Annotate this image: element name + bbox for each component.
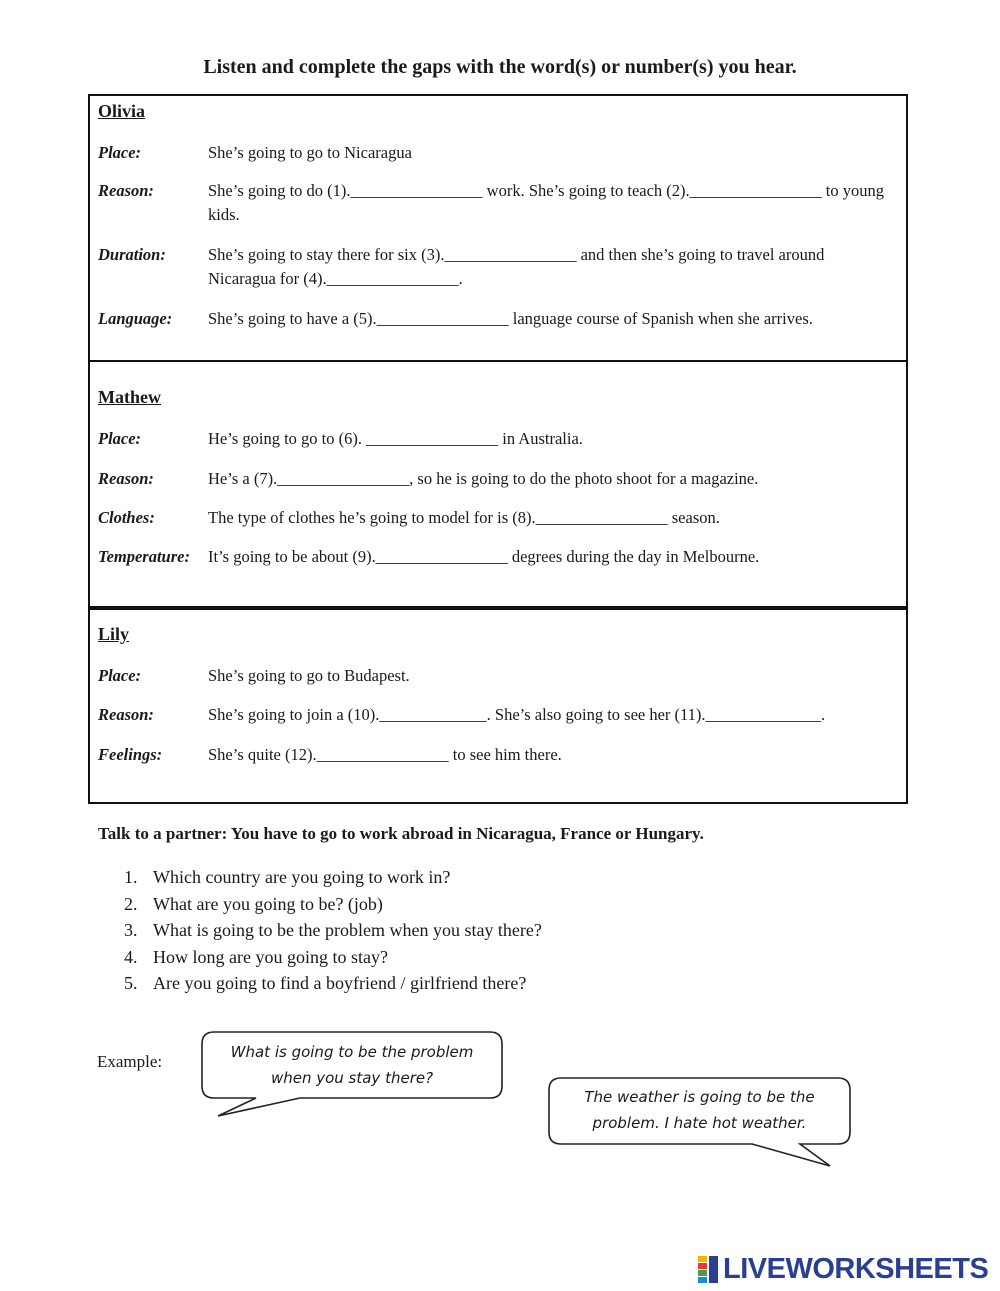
question-text: What is going to be the problem when you stay there? [153,920,542,940]
example-label: Example: [97,1052,163,1071]
row-label: Place: [98,666,142,685]
row-label: Place: [98,429,142,448]
bubble-line: when you stay there? [270,1069,434,1087]
question-number: 3. [124,920,138,940]
bubble-line: problem. I hate hot weather. [592,1114,807,1132]
logo-mark-block [698,1277,707,1283]
question-text: Which country are you going to work in? [153,867,451,887]
row-label: Language: [98,309,173,328]
logo-text: LIVEWORKSHEETS [723,1252,989,1285]
question-number: 1. [124,867,138,887]
row-label: Temperature: [98,547,190,566]
row-label: Reason: [98,705,154,724]
question-text: What are you going to be? (job) [153,893,383,914]
row-label: Place: [98,143,142,162]
row-text: She’s going to have a (5).________________ language course of Spanish when she arrives. [208,309,813,328]
row-text: She’s going to go to Budapest. [208,666,410,685]
row-text: She’s going to go to Nicaragua [208,143,412,162]
question-number: 5. [124,973,138,993]
worksheet-title: Listen and complete the gaps with the word(s) or number(s) you hear. [203,56,797,78]
row-label: Reason: [98,181,154,200]
question-text: How long are you going to stay? [153,946,388,967]
section-name: Lily [98,624,130,644]
logo-mark-block [709,1256,718,1283]
row-text: It’s going to be about (9).________________ degrees during the day in Melbourne. [208,547,760,566]
section-name: Olivia [98,101,146,121]
question-number: 2. [124,893,138,914]
logo-mark-icon [697,1255,719,1283]
speech-bubble-question-text [202,1039,502,1091]
question-text: Are you going to find a boyfriend / girlfriend there? [153,973,527,993]
row-label: Reason: [98,469,154,488]
row-text: He’s going to go to (6). ________________ in Australia. [208,429,583,448]
partner-instruction: Talk to a partner: You have to go to work abroad in Nicaragua, France or Hungary. [98,824,704,843]
question-number: 4. [124,946,138,967]
row-label: Clothes: [98,508,155,527]
logo-mark-block [698,1270,707,1276]
speech-bubble-answer-text [549,1084,850,1136]
liveworksheets-logo[interactable] [697,1253,988,1285]
row-text: He’s a (7).________________, so he is going to do the photo shoot for a magazine. [208,469,759,488]
row-text: The type of clothes he’s going to model for is (8).________________ season. [208,508,720,527]
row-text: She’s going to do (1).________________ work. She’s going to teach (2).________________ to young kids. [208,181,885,224]
bubble-line: What is going to be the problem [230,1043,474,1061]
logo-mark-block [698,1263,707,1269]
row-text: She’s going to join a (10)._____________. She’s also going to see her (11).______________. [208,705,826,724]
row-label: Feelings: [98,745,163,764]
row-text: She’s quite (12).________________ to see him there. [208,745,562,764]
section-name: Mathew [98,387,161,407]
logo-mark-block [698,1256,707,1262]
bubble-line: The weather is going to be the [584,1088,815,1106]
row-text: She’s going to stay there for six (3).________________ and then she’s going to travel around Nicaragua for (4).________________. [208,245,825,288]
row-label: Duration: [98,245,166,264]
